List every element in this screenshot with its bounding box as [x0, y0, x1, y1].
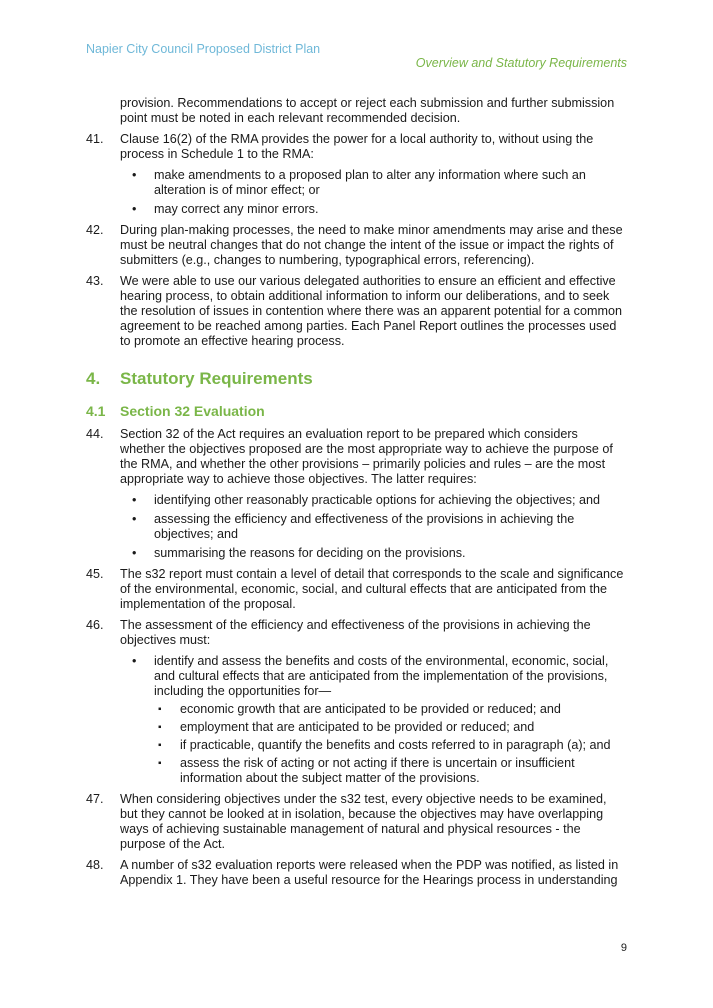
- paragraph-46: [86, 618, 626, 648]
- paragraph-text: The assessment of the efficiency and effectiveness of the provisions in achieving the objectives must:: [120, 618, 591, 647]
- paragraph-44: [86, 427, 626, 487]
- sub-list-item: ▪ employment that are anticipated to be provided or reduced; and: [154, 720, 626, 735]
- subsection-number: 4.1: [86, 403, 106, 419]
- continuation-text: provision. Recommendations to accept or reject each submission and further submission point must be noted in each relevant recommended decision.: [120, 96, 615, 125]
- paragraph-text: During plan-making processes, the need to make minor amendments may arise and these must be neutral changes that do not change the intent of the issue or impact the rights of submitters (e.g., changes to numbering, typographical errors, referencing).: [120, 223, 623, 267]
- sub-list-item: ▪ economic growth that are anticipated to be provided or reduced; and: [154, 702, 626, 717]
- list-item-text: identify and assess the benefits and costs of the environmental, economic, social, and cultural effects that are anticipated from the implementation of the provisions, including the opportunities for—: [154, 654, 609, 698]
- paragraph-41: [86, 132, 626, 162]
- paragraph-text: Section 32 of the Act requires an evaluation report to be prepared which considers whether the objectives proposed are the most appropriate way to achieve the purpose of the RMA, and whether the other provisions – primarily policies and rules – are the most appropriate way to achieve those objectives. The latter requires:: [120, 427, 613, 486]
- section-number: 4.: [86, 369, 101, 388]
- paragraph-number: 44.: [86, 427, 104, 441]
- list-item: • may correct any minor errors.: [120, 202, 626, 217]
- paragraph-number: 45.: [86, 567, 104, 581]
- paragraph-45: [86, 567, 626, 612]
- page-number: 9: [620, 942, 627, 954]
- paragraph-text: Clause 16(2) of the RMA provides the power for a local authority to, without using the process in Schedule 1 to the RMA:: [120, 132, 594, 161]
- sub-list-item: ▪ if practicable, quantify the benefits and costs referred to in paragraph (a); and: [154, 738, 626, 753]
- subsection-heading-4-1: [86, 404, 626, 419]
- paragraph-47: [86, 792, 626, 852]
- bullet-list-44: [120, 493, 626, 561]
- paragraph-number: 48.: [86, 858, 104, 872]
- paragraph-number: 42.: [86, 223, 104, 237]
- paragraph-48: [86, 858, 626, 888]
- section-title: Statutory Requirements: [120, 369, 313, 388]
- paragraph-43: [86, 274, 626, 349]
- paragraph-42: [86, 223, 626, 268]
- bullet-list-46: [120, 654, 626, 786]
- sub-bullet-list: [154, 702, 626, 786]
- paragraph-text: A number of s32 evaluation reports were released when the PDP was notified, as listed in Appendix 1. They have been a useful resource for the Hearings process in understanding: [120, 858, 619, 887]
- paragraph-number: 46.: [86, 618, 104, 632]
- section-heading-4: [86, 371, 626, 386]
- paragraph-text: The s32 report must contain a level of detail that corresponds to the scale and significance of the environmental, economic, social, and cultural effects that are anticipated from the implementation of the proposal.: [120, 567, 624, 611]
- sub-list-item: ▪ assess the risk of acting or not acting if there is uncertain or insufficient information about the subject matter of the provisions.: [154, 756, 626, 786]
- paragraph-text: When considering objectives under the s32 test, every objective needs to be examined, but they cannot be looked at in isolation, because the objectives may have overlapping ways of achieving sustainable management of natural and physical resources - the purpose of the Act.: [120, 792, 607, 851]
- subsection-title: Section 32 Evaluation: [120, 403, 265, 419]
- bullet-list-41: [120, 168, 626, 217]
- paragraph-number: 43.: [86, 274, 104, 288]
- paragraph-number: 47.: [86, 792, 104, 806]
- list-item: [120, 654, 626, 786]
- list-item: • summarising the reasons for deciding on the provisions.: [120, 546, 626, 561]
- header-title: Napier City Council Proposed District Plan: [86, 42, 321, 56]
- paragraph-number: 41.: [86, 132, 104, 146]
- document-body: [86, 96, 626, 894]
- list-item: • identifying other reasonably practicable options for achieving the objectives; and: [120, 493, 626, 508]
- list-item: • assessing the efficiency and effectiveness of the provisions in achieving the objectives; and: [120, 512, 626, 542]
- paragraph-text: We were able to use our various delegated authorities to ensure an efficient and effective hearing process, to obtain additional information to inform our deliberations, and to seek the resolution of issues in contention where there was an apparent potential for a common agreement to be reached among parties. Each Panel Report outlines the processes used to promote an effective hearing process.: [120, 274, 622, 348]
- list-item: • make amendments to a proposed plan to alter any information where such an alteration is of minor effect; or: [120, 168, 626, 198]
- header-section: Overview and Statutory Requirements: [415, 56, 627, 70]
